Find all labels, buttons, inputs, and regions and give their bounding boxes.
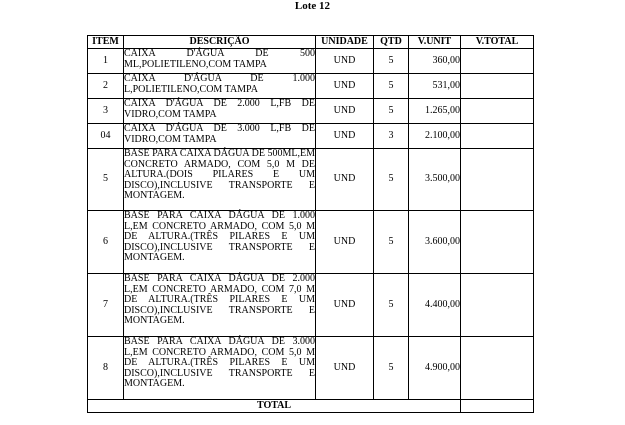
unit-cell: UND (316, 124, 374, 149)
description-cell: CAIXA D'ÁGUA DE 3.000 L,FB DE VIDRO,COM TAMPA (124, 124, 316, 149)
items-table (87, 35, 534, 413)
header-item: ITEM (88, 36, 124, 49)
total-price-cell (461, 274, 534, 337)
table-row (88, 49, 534, 74)
description-cell: BASE PARA CAIXA DÁGUA DE 3.000 L,EM CONCRETO ARMADO, COM 5,0 M DE ALTURA.(TRÊS PILARES E UM DISCO),INCLUSIVE TRANSPORTE E MONTAGEM. (124, 337, 316, 400)
total-price-cell (461, 124, 534, 149)
description-cell: BASE PARA CAIXA DÁGUA DE 500ML,EM CONCRETO ARMADO, COM 5,0 M DE ALTURA.(DOIS PILARES E UM DISCO),INCLUSIVE TRANSPORTE E MONTAGEM. (124, 149, 316, 211)
header-qtd: QTD (374, 36, 409, 49)
item-cell: 6 (88, 211, 124, 274)
total-row (88, 400, 534, 413)
lote-title: Lote 12 (294, 0, 331, 12)
qty-cell: 3 (374, 124, 409, 149)
total-price-cell (461, 149, 534, 211)
unit-cell: UND (316, 337, 374, 400)
unit-cell: UND (316, 99, 374, 124)
table-row (88, 274, 534, 337)
unit-cell: UND (316, 74, 374, 99)
total-value-cell (461, 400, 534, 413)
header-row (88, 36, 534, 49)
table-row (88, 74, 534, 99)
description-cell: BASE PARA CAIXA DÁGUA DE 2.000 L,EM CONCRETO ARMADO, COM 7,0 M DE ALTURA.(TRÊS PILARES E UM DISCO),INCLUSIVE TRANSPORTE E MONTAGEM. (124, 274, 316, 337)
item-cell: 04 (88, 124, 124, 149)
qty-cell: 5 (374, 211, 409, 274)
table-row (88, 149, 534, 211)
item-cell: 3 (88, 99, 124, 124)
unit-cell: UND (316, 49, 374, 74)
qty-cell: 5 (374, 74, 409, 99)
header-vunit: V.UNIT (409, 36, 461, 49)
qty-cell: 5 (374, 49, 409, 74)
total-price-cell (461, 49, 534, 74)
unit-price-cell: 4.900,00 (409, 337, 461, 400)
description-cell: BASE PARA CAIXA DÁGUA DE 1.000 L,EM CONCRETO ARMADO, COM 5,0 M DE ALTURA.(TRÊS PILARES E UM DISCO),INCLUSIVE TRANSPORTE E MONTAGEM. (124, 211, 316, 274)
total-price-cell (461, 211, 534, 274)
unit-price-cell: 2.100,00 (409, 124, 461, 149)
unit-price-cell: 3.500,00 (409, 149, 461, 211)
header-vtotal: V.TOTAL (461, 36, 534, 49)
total-price-cell (461, 74, 534, 99)
item-cell: 8 (88, 337, 124, 400)
table-row (88, 99, 534, 124)
item-cell: 7 (88, 274, 124, 337)
unit-price-cell: 3.600,00 (409, 211, 461, 274)
item-cell: 2 (88, 74, 124, 99)
qty-cell: 5 (374, 149, 409, 211)
unit-cell: UND (316, 211, 374, 274)
header-descricao: DESCRIÇÃO (124, 36, 316, 49)
table-row (88, 124, 534, 149)
item-cell: 1 (88, 49, 124, 74)
table-row (88, 211, 534, 274)
item-cell: 5 (88, 149, 124, 211)
total-price-cell (461, 337, 534, 400)
qty-cell: 5 (374, 274, 409, 337)
description-cell: CAIXA D'ÁGUA DE 500 ML,POLIETILENO,COM TAMPA (124, 49, 316, 74)
unit-cell: UND (316, 274, 374, 337)
description-cell: CAIXA D'ÁGUA DE 1.000 L,POLIETILENO,COM TAMPA (124, 74, 316, 99)
unit-cell: UND (316, 149, 374, 211)
unit-price-cell: 1.265,00 (409, 99, 461, 124)
total-label: TOTAL (88, 400, 461, 413)
unit-price-cell: 360,00 (409, 49, 461, 74)
qty-cell: 5 (374, 337, 409, 400)
unit-price-cell: 4.400,00 (409, 274, 461, 337)
unit-price-cell: 531,00 (409, 74, 461, 99)
header-unidade: UNIDADE (316, 36, 374, 49)
qty-cell: 5 (374, 99, 409, 124)
description-cell: CAIXA D'ÁGUA DE 2.000 L,FB DE VIDRO,COM TAMPA (124, 99, 316, 124)
total-price-cell (461, 99, 534, 124)
table-row (88, 337, 534, 400)
